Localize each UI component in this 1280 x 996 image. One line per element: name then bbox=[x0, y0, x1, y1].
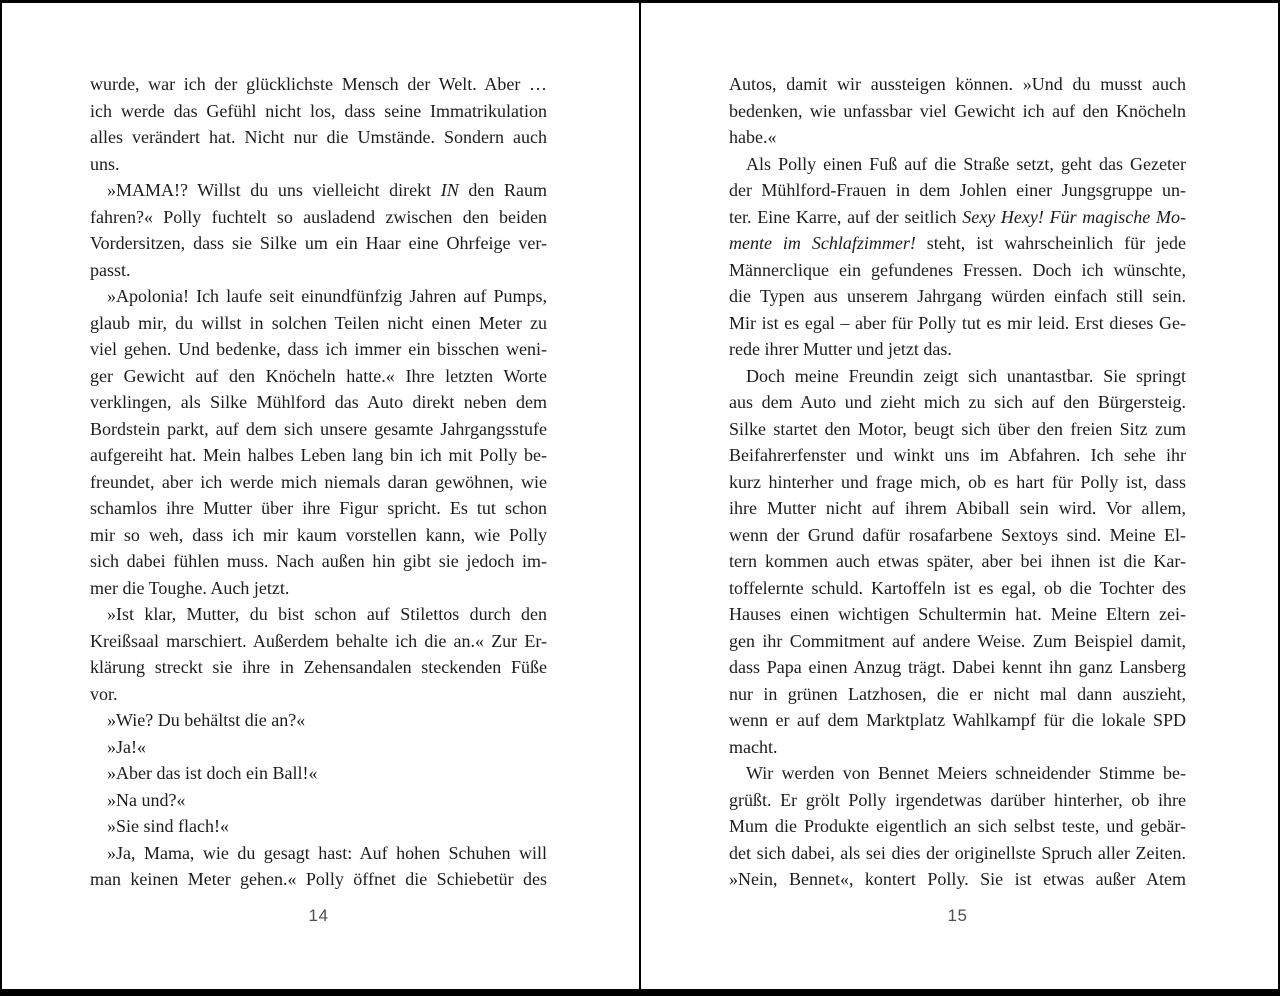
text-line: bedenken, wie unfassbar viel Gewicht ich auf den Knöcheln bbox=[729, 100, 1186, 121]
text-line: Doch meine Freundin zeigt sich unantastbar. Sie springt bbox=[746, 365, 1186, 386]
text-line: klärung streckt sie ihre in Zehensandalen steckenden Füße bbox=[90, 657, 547, 677]
text-line: »Ist klar, Mutter, du bist schon auf Stilettos durch den bbox=[107, 604, 547, 624]
text-line: »Apolonia! Ich laufe seit einundfünfzig Jahren auf Pumps, bbox=[107, 286, 547, 306]
text-line: »Nein, Bennet«, kontert Polly. Sie ist etwas außer Atem bbox=[729, 869, 1186, 889]
text-line: freundet, aber ich werde mich niemals daran gewöhnen, wie bbox=[90, 471, 547, 492]
text-line: alles verändert hat. Nicht nur die Umstände. Sondern auch bbox=[90, 127, 547, 147]
text-line: sich dabei fühlen muss. Nach außen hin gibt sie jedoch im- bbox=[90, 551, 547, 571]
text-line: aus dem Auto und zieht mich zu sich auf den Bürgersteig. bbox=[729, 392, 1186, 412]
text-line: grüßt. Er grölt Polly irgendetwas darüber hinterher, ob ihre bbox=[729, 789, 1186, 810]
text-line: Vordersitzen, dass sie Silke um ein Haar eine Ohrfeige ver- bbox=[90, 233, 547, 253]
text-line: macht. bbox=[729, 736, 778, 757]
text-line: Männerclique ein gefundenes Fressen. Doch ich wünschte, bbox=[729, 259, 1186, 280]
text-line: »Ja, Mama, wie du gesagt hast: Auf hohen Schuhen will bbox=[107, 842, 547, 863]
text-line: ger Gewicht auf den Knöcheln hatte.« Ihre letzten Worte bbox=[90, 365, 547, 386]
text-line: mir so weh, dass ich mir kaum vorstellen kann, wie Polly bbox=[90, 524, 547, 545]
text-line: »MAMA!? Willst du uns vielleicht direkt IN den Raum bbox=[107, 180, 547, 200]
text-line: man keinen Meter gehen.« Polly öffnet die Schiebetür des bbox=[90, 869, 547, 889]
text-line: nur in grünen Latzhosen, die er nicht mal dann auszieht, bbox=[729, 683, 1186, 704]
text-line: viel gehen. Und bedenke, dass ich immer ein bisschen weni- bbox=[90, 339, 547, 359]
text-line: »Aber das ist doch ein Ball!« bbox=[107, 763, 318, 783]
text-line: die Typen aus unserem Jahrgang würden einfach still sein. bbox=[729, 286, 1186, 306]
text-line: Kreißsaal marschiert. Außerdem behalte ich die an.« Zur Er- bbox=[90, 630, 547, 651]
text-line: vor. bbox=[90, 683, 118, 704]
text-line: ihre Mutter nicht auf ihrem Abiball sein wird. Vor allem, bbox=[729, 498, 1186, 518]
page-divider-line bbox=[639, 0, 641, 996]
text-line: »Ja!« bbox=[107, 736, 146, 757]
text-line: »Sie sind flach!« bbox=[107, 816, 229, 836]
text-line: det sich dabei, als sei dies der originellste Spruch aller Zeiten. bbox=[729, 842, 1186, 863]
text-line: aufgereiht hat. Mein halbes Leben lang bin ich mit Polly be- bbox=[90, 445, 547, 465]
page-number-left: 14 bbox=[308, 906, 329, 925]
page-left-text bbox=[90, 71, 547, 893]
left-border-line bbox=[0, 0, 2, 996]
text-line: mer die Toughe. Auch jetzt. bbox=[90, 577, 290, 598]
text-line: ter. Eine Karre, auf der seitlich Sexy Hexy! Für magische Mo- bbox=[729, 206, 1186, 227]
text-line: gen ihr Commitment auf andere Weise. Zum Beispiel damit, bbox=[729, 630, 1186, 651]
text-line: Mum die Produkte eigentlich an sich selbst teste, und gebär- bbox=[729, 816, 1186, 836]
text-line: passt. bbox=[90, 259, 131, 280]
text-line: Bordstein parkt, auf dem sich unsere gesamte Jahrgangsstufe bbox=[90, 418, 547, 439]
text-line: tern kommen auch etwas später, aber bei ihnen ist die Kar- bbox=[729, 551, 1186, 571]
text-line: dass Papa einen Anzug trägt. Dabei kennt ihn ganz Lansberg bbox=[729, 657, 1186, 677]
text-line: Silke startet den Motor, beugt sich über den freien Sitz zum bbox=[729, 418, 1186, 439]
text-line: wenn er auf dem Marktplatz Wahlkampf für die lokale SPD bbox=[729, 710, 1186, 730]
text-line: der Mühlford-Frauen in dem Johlen einer Jungsgruppe un- bbox=[729, 180, 1186, 200]
text-line: kurz hinterher und frage mich, ob es hart für Polly ist, dass bbox=[729, 471, 1186, 492]
text-line: »Wie? Du behältst die an?« bbox=[107, 710, 306, 730]
text-line: Beifahrerfenster und winkt uns im Abfahren. Ich sehe ihr bbox=[729, 445, 1186, 465]
text-line: schamlos ihre Mutter über ihre Figur spricht. Es tut schon bbox=[90, 498, 547, 518]
text-line: verklingen, als Silke Mühlford das Auto direkt neben dem bbox=[90, 392, 547, 412]
text-line: Hauses einen wichtigen Schultermin hat. Meine Eltern zei- bbox=[729, 604, 1186, 624]
page-number-right: 15 bbox=[947, 906, 968, 925]
text-line: Als Polly einen Fuß auf die Straße setzt, geht das Gezeter bbox=[746, 153, 1186, 174]
text-line: Wir werden von Bennet Meiers schneidender Stimme be- bbox=[746, 763, 1186, 783]
text-line: fahren?« Polly fuchtelt so ausladend zwischen den beiden bbox=[90, 206, 547, 227]
text-line: ich werde das Gefühl nicht los, dass seine Immatrikulation bbox=[90, 100, 547, 121]
text-line: wenn der Grund dafür rosafarbene Sextoys sind. Meine El- bbox=[729, 524, 1186, 545]
text-line: wurde, war ich der glücklichste Mensch der Welt. Aber … bbox=[90, 74, 547, 94]
text-line: toffelernte schuld. Kartoffeln ist es egal, ob die Tochter des bbox=[729, 577, 1186, 598]
text-line: glaub mir, du willst in solchen Teilen nicht einen Meter zu bbox=[90, 312, 547, 333]
text-line: habe.« bbox=[729, 127, 777, 147]
text-line: mente im Schlafzimmer! steht, ist wahrscheinlich für jede bbox=[729, 233, 1186, 253]
text-line: Mir ist es egal – aber für Polly tut es mir leid. Erst dieses Ge- bbox=[729, 312, 1186, 333]
text-line: uns. bbox=[90, 153, 120, 174]
page-right-text bbox=[729, 71, 1186, 893]
text-line: Autos, damit wir aussteigen können. »Und du musst auch bbox=[729, 74, 1186, 94]
text-line: rede ihrer Mutter und jetzt das. bbox=[729, 339, 952, 359]
text-line: »Na und?« bbox=[107, 789, 186, 810]
